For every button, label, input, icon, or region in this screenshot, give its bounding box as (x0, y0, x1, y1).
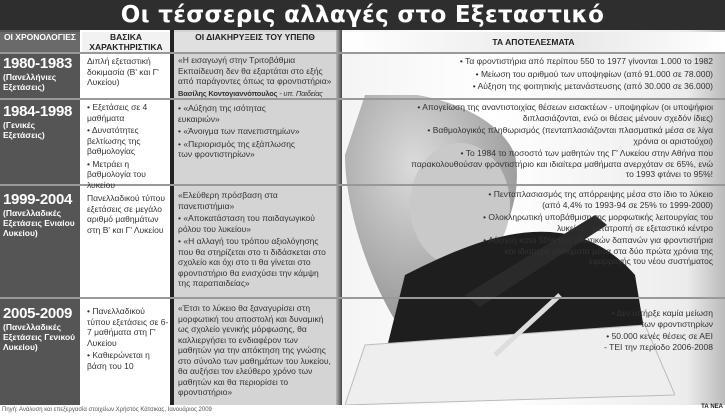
results-list (483, 189, 713, 269)
declaration-item: «Η εισαγωγή στην Τριτοβάθμια Εκπαίδευση δεν θα εξαρτάται στο εξής από παράγοντες όπως τα φροντιστήρια» (178, 55, 332, 86)
system-label: (Πανελλαδικές Εξετάσεις Ενιαίου Λυκείου) (3, 208, 75, 238)
result-item: • Τα φροντιστήρια από περίπου 550 το 1977 γίνονται 1.000 το 1982 (343, 56, 713, 67)
result-item: • Ολοκληρωτική υποβάθμιση της μορφωτικής λειτουργίας του λυκείου - μετατροπή σε εξεταστικό κέντρο (483, 212, 713, 233)
feature-item: • Μετράει η βαθμολογία του λυκείου (87, 159, 169, 191)
feature-item: • Καθιερώνεται η βάση του 10 (87, 350, 169, 371)
page-title: Οι τέσσερις αλλαγές στο Εξεταστικό (0, 0, 725, 30)
row-1999-2004-years (3, 191, 79, 238)
features-list (87, 306, 169, 373)
declarations-list (178, 190, 333, 291)
feature-item: Πανελλαδικού τύπου εξετάσεις σε μεγάλο αριθμό μαθημάτων στη Β' και Γ' Λυκείου (87, 193, 166, 235)
result-item: • Πενταπλασιασμός της απόρρειψης μέσα στο ίδιο το λύκειο (από 4,4% το 1993-94 σε 25% το 1999-2000) (483, 189, 713, 210)
author-name: Βασίλης Κοντογιαννόπουλος (178, 88, 278, 98)
row-1984-1998-years (3, 103, 79, 140)
features-list (87, 56, 169, 90)
result-item: • Δεν υπήρξε καμία μείωση των φροντιστηρίων (603, 308, 713, 329)
years-label: 1999-2004 (3, 191, 73, 208)
declaration-item: «Ελεύθερη πρόσβαση στα πανεπιστήμια» (178, 190, 278, 211)
years-label: 2005-2009 (3, 305, 73, 322)
result-item: • 50.000 κενές θέσεις σε ΑΕΙ - ΤΕΙ την περίοδο 2006-2008 (603, 331, 713, 352)
header-results: ΤΑ ΑΠΟΤΕΛΕΣΜΑΤΑ (342, 32, 725, 52)
results-list (343, 56, 713, 94)
features-list (87, 102, 169, 192)
system-label: (Γενικές Εξετάσεις) (3, 120, 45, 140)
declaration-item: • «Περιορισμός της εξάπλωσης των φροντιστηρίων» (178, 139, 308, 160)
result-item: • Αύξηση κατά 50% των ιδιωτικών δαπανών για φροντιστήρια και ιδιαίτερα μαθήματα μέσα στα δύο πρώτα χρόνια της εφαρμογής του νέου συστήματος (483, 235, 713, 267)
features-list (87, 193, 169, 237)
row-divider (0, 297, 725, 299)
result-item: • Αύξηση της φοιτητικής μετανάστευσης (από 30.000 σε 36.000) (343, 81, 713, 92)
result-item: • Το 1984 το ποσοστό των μαθητών της Γ' Λυκείου στην Αθήνα που παρακολουθούσαν φροντιστήριο και ιδιαίτερα μαθήματα ανερχόταν σε 65%, ενώ το 1993 φτάνει το 95%! (403, 148, 713, 180)
row-1980-1983-years (3, 55, 79, 92)
results-list (603, 308, 713, 354)
header-declarations: ΟΙ ΔΙΑΚΗΡΥΞΕΙΣ ΤΟΥ ΥΠΕΠΘ (174, 32, 336, 52)
declarations-list (178, 303, 333, 400)
system-label: (Πανελλήνιες Εξετάσεις) (3, 72, 57, 92)
declarations-list (178, 103, 308, 162)
result-item: • Μείωση του αριθμού των υποψηφίων (από 91.000 σε 78.000) (343, 69, 713, 80)
feature-item: • Πανελλαδικού τύπου εξετάσεις σε 6-7 μαθήματα στη Γ' Λυκείου (87, 306, 169, 348)
declaration-item: «Έτσι το λύκειο θα ξαναγυρίσει στη μορφωτική του αποστολή και δυναμική ως σχολείο γενικής μόρφωσης, θα καλλιεργήσει το ενδιαφέρον των μαθητών για την απόκτηση της γνώσης στο σύνολο των μαθημάτων του λυκείου, θα αυξήσει τον ελεύθερο χρόνο των μαθητών και θα περιορίσει το φροντιστήριο» (178, 303, 331, 397)
row-2005-2009-years (3, 305, 79, 352)
newspaper-brand: ΤΑ ΝΕΑ (701, 404, 723, 410)
declaration-item: • «Η αλλαγή του τρόπου αξιολόγησης που θα στηρίζεται στο τι διδάσκεται στο σχολείο και όχι στο τι θα γίνεται στο φροντιστήριο θα ενισχύσει την κάμψη της παραπαιδείας» (178, 236, 333, 289)
years-label: 1980-1983 (3, 55, 73, 72)
result-item: • Βαθμολογικός πληθωρισμός (πενταπλασιάζονται πλασματικά μέσα σε λίγα χρόνια οι αριστούχοι) (403, 125, 713, 146)
declarations-list (178, 55, 336, 98)
feature-item: Διπλή εξεταστική δοκιμασία (Β' και Γ' Λυκείου) (87, 56, 159, 87)
header-features: ΒΑΣΙΚΑ ΧΑΡΑΚΤΗΡΙΣΤΙΚΑ (82, 32, 170, 52)
declaration-author (178, 89, 336, 98)
system-label: (Πανελλαδικές Εξετάσεις Γενικού Λυκείου) (3, 322, 76, 352)
author-role: - υπ. Παιδείας (279, 88, 323, 98)
results-list (403, 102, 713, 182)
row-divider (0, 98, 725, 100)
declaration-item: • «Αύξηση της ισότητας ευκαιριών» (178, 103, 308, 124)
feature-item: • Εξετάσεις σε 4 μαθήματα (87, 102, 169, 123)
source-note: Πηγή: Ανάλυση και επεξεργασία στοιχείων Χρήστος Κάτσικας, Ιανουάριος 2009 (2, 407, 212, 413)
years-label: 1984-1998 (3, 103, 73, 120)
row-divider (0, 52, 725, 54)
result-item: • Απογείωση της αναντιστοιχίας θέσεων εισακτέων - υποψηφίων (οι υποψήφιοι διπλασιάζονται, ενώ οι θέσεις μένουν σχεδόν ίδιες) (403, 102, 713, 123)
feature-item: • Δυνατότητες βελτίωσης της βαθμολογίας (87, 125, 169, 157)
declaration-item: • «Αποκατάσταση του παιδαγωγικού ρόλου του λυκείου» (178, 213, 333, 234)
declaration-item: • «Άνοιγμα των πανεπιστημίων» (178, 126, 308, 137)
header-chronology: ΟΙ ΧΡΟΝΟΛΟΓΙΕΣ (0, 32, 80, 52)
